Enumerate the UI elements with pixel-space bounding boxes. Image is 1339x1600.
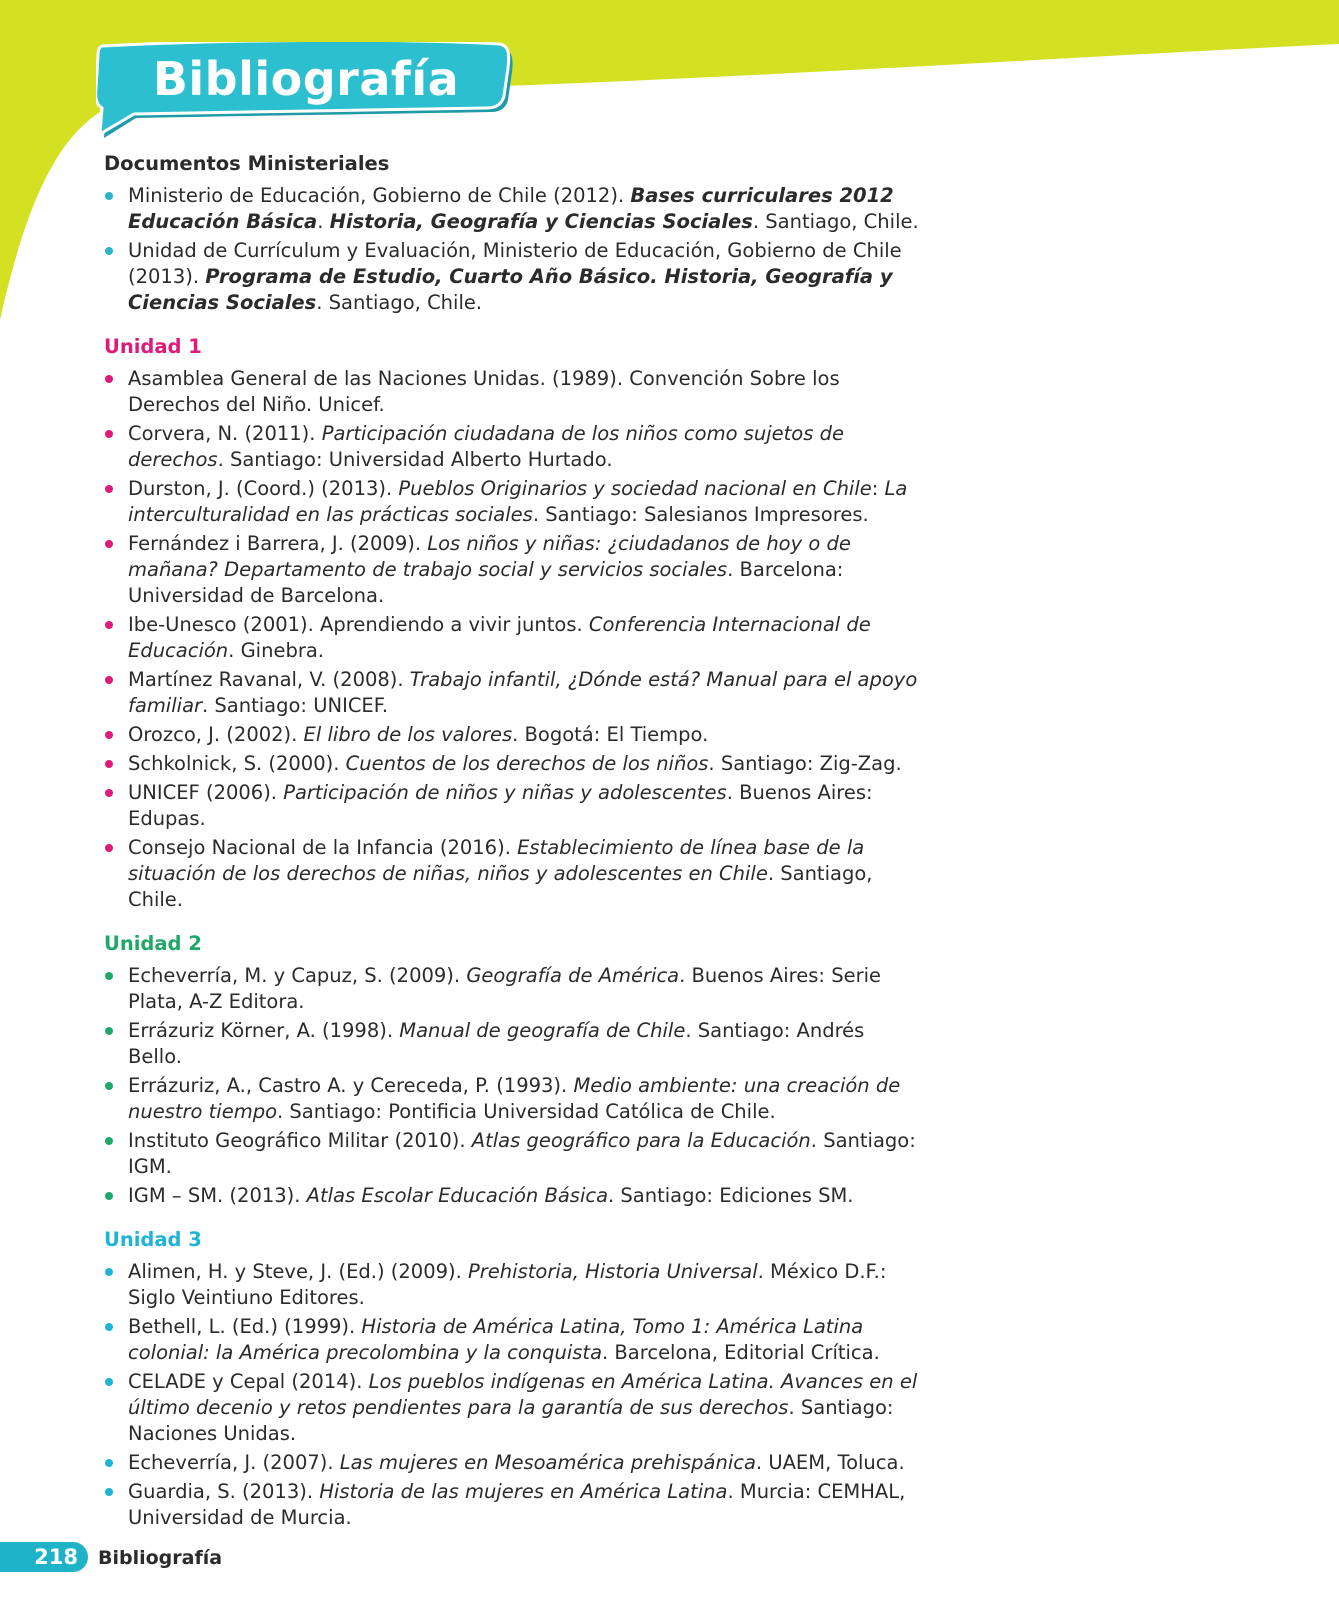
reference-text: . Santiago: Universidad Alberto Hurtado. [217,448,613,471]
reference-text: Bethell, L. (Ed.) (1999). [128,1315,362,1338]
reference-text: : [871,477,885,500]
reference-item [104,421,924,473]
reference-text: Alimen, H. y Steve, J. (Ed.) (2009). [128,1260,469,1283]
reference-item [104,1314,924,1366]
bullet-icon [105,247,113,255]
reference-list [104,183,924,316]
bibliography-section [104,151,924,316]
reference-item [104,1128,924,1180]
bullet-icon [105,1488,113,1496]
reference-text: . Barcelona, Editorial Crítica. [602,1341,880,1364]
bullet-icon [105,731,113,739]
section-heading: Unidad 1 [104,335,202,358]
reference-text: Orozco, J. (2002). [128,723,304,746]
reference-text: . Bogotá: El Tiempo. [512,723,709,746]
reference-item [104,667,924,719]
reference-text: . Murcia: CEMHAL, Universidad de Murcia. [128,1480,906,1529]
reference-text: . Santiago: Ediciones SM. [608,1184,854,1207]
reference-text: Guardia, S. (2013). [128,1480,320,1503]
bullet-icon [105,844,113,852]
bullet-icon [105,1378,113,1386]
reference-title: Medio ambiente: una creación de nuestro tiempo [128,1074,901,1123]
reference-item [104,1073,924,1125]
reference-text: . Barcelona: Universidad de Barcelona. [128,558,844,607]
reference-text: . Santiago: UNICEF. [202,694,389,717]
reference-text: . Santiago: IGM. [128,1129,916,1178]
section-heading: Unidad 2 [104,932,202,955]
footer-label: Bibliografía [98,1547,223,1569]
reference-text: . Santiago: Pontificia Universidad Católica de Chile. [277,1100,776,1123]
page-number: 218 [0,1542,88,1572]
bullet-icon [105,1268,113,1276]
reference-item [104,476,924,528]
reference-text: UNICEF (2006). [128,781,284,804]
reference-title: Historia, Geografía y Ciencias Sociales [329,210,753,233]
reference-text: . Santiago: Naciones Unidas. [128,1396,894,1445]
reference-item [104,1450,924,1476]
bullet-icon [105,430,113,438]
reference-title: Historia de las mujeres en América Latina [319,1480,728,1503]
bibliography-content [104,151,924,1549]
reference-title: Establecimiento de línea base de la situación de los derechos de niñas, niños y adolescentes en Chile [128,836,865,885]
bibliography-section [104,931,924,1209]
reference-item [104,1369,924,1447]
reference-item [104,1479,924,1531]
reference-text: Consejo Nacional de la Infancia (2016). [128,836,518,859]
reference-text: . Santiago: Zig-Zag. [708,752,902,775]
reference-text: Ibe-Unesco (2001). Aprendiendo a vivir juntos. [128,613,589,636]
bibliography-section [104,1227,924,1531]
section-heading: Unidad 3 [104,1228,202,1251]
reference-title: Manual de geografía de Chile [399,1019,686,1042]
page-footer [0,1542,300,1576]
reference-text: Echeverría, J. (2007). [128,1451,340,1474]
reference-item [104,835,924,913]
reference-text: Echeverría, M. y Capuz, S. (2009). [128,964,467,987]
reference-title: La interculturalidad en las prácticas sociales [128,477,908,526]
reference-text: . Santiago: Salesianos Impresores. [532,503,869,526]
reference-list [104,963,924,1209]
reference-title: Cuentos de los derechos de los niños [345,752,709,775]
bullet-icon [105,1192,113,1200]
reference-title: Trabajo infantil, ¿Dónde está? Manual para el apoyo familiar [128,668,918,717]
reference-title: Atlas geográfico para la Educación [471,1129,811,1152]
reference-title: Los niños y niñas: ¿ciudadanos de hoy o de mañana? Departamento de trabajo social y servicios sociales [128,532,851,581]
reference-title: Atlas Escolar Educación Básica [306,1184,609,1207]
bullet-icon [105,676,113,684]
reference-title: Pueblos Originarios y sociedad nacional en Chile [398,477,872,500]
bullet-icon [105,540,113,548]
reference-text: . Ginebra. [228,639,324,662]
bullet-icon [105,1323,113,1331]
reference-title: Historia de América Latina, Tomo 1: América Latina colonial: la América precolombina y la conquista [128,1315,864,1364]
reference-text: . México D.F.: Siglo Veintiuno Editores. [128,1260,887,1309]
bibliography-section [104,334,924,913]
title-banner [96,42,516,142]
reference-text: . UAEM, Toluca. [755,1451,905,1474]
reference-title: Programa de Estudio, Cuarto Año Básico. Historia, Geografía y Ciencias Sociales [128,265,893,314]
reference-title: El libro de los valores [303,723,513,746]
reference-item [104,612,924,664]
reference-text: . Santiago: Andrés Bello. [128,1019,865,1068]
reference-text: . Buenos Aires: Serie Plata, A-Z Editora. [128,964,881,1013]
reference-text: Instituto Geográfico Militar (2010). [128,1129,472,1152]
bullet-icon [105,1459,113,1467]
reference-text: Fernández i Barrera, J. (2009). [128,532,428,555]
reference-text: Ministerio de Educación, Gobierno de Chile (2012). [128,184,631,207]
page-title: Bibliografía [152,52,460,106]
reference-text: Martínez Ravanal, V. (2008). [128,668,410,691]
reference-title: Participación de niños y niñas y adolescentes [283,781,727,804]
reference-item [104,963,924,1015]
reference-item [104,1018,924,1070]
reference-text: Durston, J. (Coord.) (2013). [128,477,399,500]
reference-item [104,183,924,235]
reference-text: Errázuriz Körner, A. (1998). [128,1019,400,1042]
reference-text: CELADE y Cepal (2014). [128,1370,369,1393]
section-heading: Documentos Ministeriales [104,152,390,175]
reference-text: Corvera, N. (2011). [128,422,322,445]
bullet-icon [105,789,113,797]
bullet-icon [105,972,113,980]
reference-text: . Santiago, Chile. [316,291,483,314]
bullet-icon [105,760,113,768]
reference-list [104,1259,924,1531]
reference-text: Unidad de Currículum y Evaluación, Ministerio de Educación, Gobierno de Chile (2013). [128,239,902,288]
bullet-icon [105,375,113,383]
reference-list [104,366,924,913]
reference-item [104,366,924,418]
reference-text: . Buenos Aires: Edupas. [128,781,873,830]
reference-text: Schkolnick, S. (2000). [128,752,346,775]
bullet-icon [105,621,113,629]
reference-title: Bases curriculares 2012 Educación Básica [128,184,894,233]
reference-item [104,531,924,609]
reference-title: Conferencia Internacional de Educación [128,613,871,662]
reference-title: Los pueblos indígenas en América Latina. Avances en el último decenio y retos pendientes para la garantía de sus derechos [128,1370,918,1419]
reference-item [104,238,924,316]
reference-title: Participación ciudadana de los niños como sujetos de derechos [128,422,844,471]
reference-item [104,1259,924,1311]
reference-text: Errázuriz, A., Castro A. y Cereceda, P. (1993). [128,1074,574,1097]
reference-text: IGM – SM. (2013). [128,1184,307,1207]
reference-text: . [317,210,330,233]
bullet-icon [105,1137,113,1145]
reference-item [104,1183,924,1209]
bullet-icon [105,1082,113,1090]
bullet-icon [105,1027,113,1035]
bullet-icon [105,192,113,200]
reference-text: Asamblea General de las Naciones Unidas. (1989). Convención Sobre los Derechos del Niño. Unicef. [128,367,840,416]
reference-item [104,751,924,777]
reference-text: . Santiago, Chile. [128,862,873,911]
reference-title: Prehistoria, Historia Universal [468,1260,758,1283]
bullet-icon [105,485,113,493]
reference-item [104,722,924,748]
reference-text: . Santiago, Chile. [752,210,919,233]
reference-title: Geografía de América [466,964,680,987]
reference-item [104,780,924,832]
reference-title: Las mujeres en Mesoamérica prehispánica [339,1451,756,1474]
